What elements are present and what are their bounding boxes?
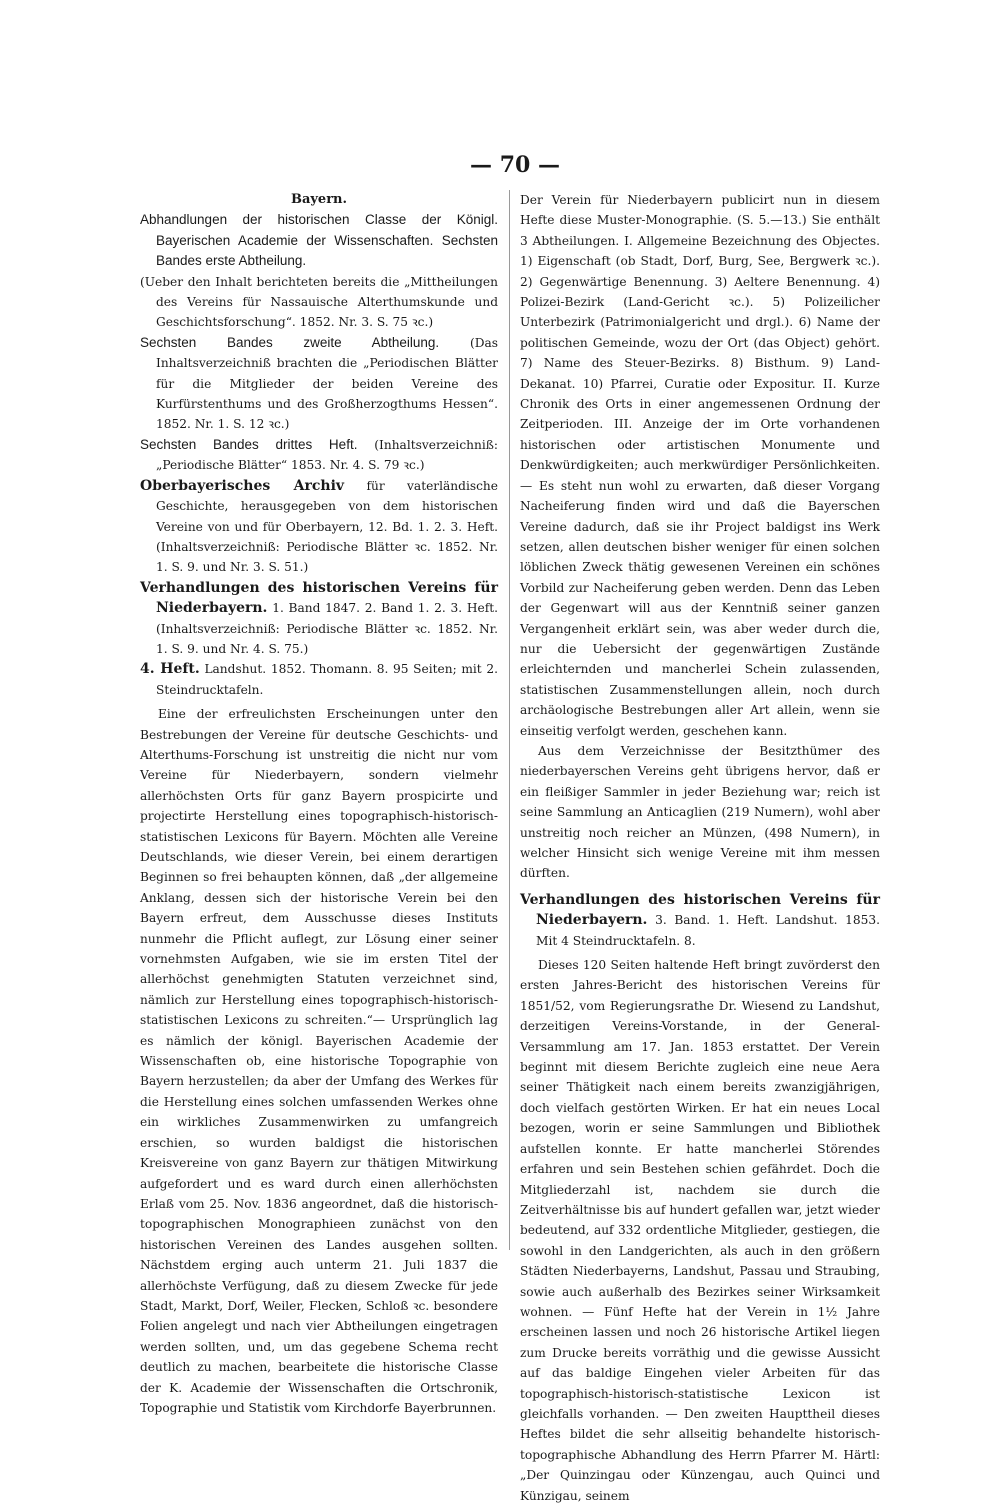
entry-sechsten-zweite-note: (Das Inhaltsverzeichniß brachten die „Periodischen Blätter für die Mitglieder der beiden Vereine des Kurfürstenthums und des Großherzogthums Hessen“. 1852. Nr. 1. S. 12 ꝛc.) bbox=[156, 335, 498, 432]
entry-abhandlungen: Abhandlungen der historischen Classe der Königl. Bayerischen Academie der Wissenschaften. Sechsten Bandes erste Abtheilung. bbox=[140, 212, 498, 269]
right-paragraph-2: Aus dem Verzeichnisse der Besitzthümer des niederbayerschen Vereins geht übrigens hervor, daß er ein fleißiger Sammler in jeder Beziehung war; reich ist seine Sammlung an Anticaglien (219 Numern), wohl aber unstreitig noch reicher an Münzen, (498 Numern), in welcher Hinsicht sich wenige Vereine mit ihm messen dürften. bbox=[520, 743, 880, 881]
column-divider bbox=[509, 190, 510, 1250]
left-column bbox=[140, 190, 498, 1418]
right-entry-text: 3. Band. 1. Heft. Landshut. 1853. Mit 4 Steindrucktafeln. 8. bbox=[536, 913, 881, 948]
right-paragraph-1: Der Verein für Niederbayern publicirt nun in diesem Hefte diese Muster-Monographie. (S. 5.—13.) Sie enthält 3 Abtheilungen. I. Allgemeine Bezeichnung des Objectes. 1) Eigenschaft (ob Stadt, Dorf, Burg, See, Bergwerk ꝛc.). 2) Gegenwärtige Benennung. 3) Aeltere Benennung. 4) Polizei-Bezirk (Land-Gericht ꝛc.). 5) Polizeilicher Unterbezirk (Patrimonialgericht und drgl.). 6) Name der politischen Gemeinde, wozu der Ort (das Object) gehört. 7) Name des Steuer-Bezirks. 8) Bisthum. 9) Land-Dekanat. 10) Pfarrei, Curatie oder Expositur. II. Kurze Chronik des Orts in einer angemessenen Ordnung der Zeitperioden. III. Anzeige der im Orte vorhandenen historischen oder artistischen Monumente und Denkwürdigkeiten; auch merkwürdiger Persönlichkeiten. — Es steht nun wohl zu erwarten, daß dieser Vorgang Nacheiferung finden wird und daß die Bayerschen Vereine dadurch, daß sie ihr Project baldigst ins Werk setzen, allen deutschen bisher weniger für einen solchen löblichen Zweck thätig gewesenen Vereinen ein schönes Vorbild zur Nacheiferung geben werden. Denn das Leben der Gegenwart will aus der Kenntniß seiner ganzen Vergangenheit erklärt sein, was aber weder durch die, nur die Uebersicht der gegenwärtigen Zustände erleichternden und mancherlei Schein zulassenden, statistischen Zusammenstellungen allein, noch durch archäologische Bestrebungen aller Art allein, wenn sie einseitig verfolgt werden, geschehen kann. bbox=[520, 193, 880, 738]
left-body-paragraph: Eine der erfreulichsten Erscheinungen unter den Bestrebungen der Vereine für deutsche Geschichts- und Alterthums-Forschung ist unstreitig die nicht nur vom Vereine für Niederbayern, sondern vielmehr allerhöchsten Orts für ganz Bayern prospicirte und projectirte Herstellung eines topographisch-historisch-statistischen Lexicons für Bayern. Möchten alle Vereine Deutschlands, wie dieser Verein, bei einem derartigen Beginnen so frei behaupten können, daß „der allgemeine Anklang, dessen sich der historische Verein bei den Bayern erfreut, dem Ausschusse dieses Instituts nunmehr die Pflicht auflegt, zur Lösung einer seiner vornehmsten Aufgaben, wie sie im ersten Titel der allerhöchst genehmigten Statuten verzeichnet sind, nämlich zur Herstellung eines topographisch-historisch-statistischen Lexicons zu schreiten.“— Ursprünglich lag es nämlich der königl. Bayerischen Academie der Wissenschaften ob, eine historische Topographie von Bayern herzustellen; da aber der Umfang des Werkes für die Herstellung eines solchen umfassenden Werkes ohne ein wirkliches Zusammenwirken zu umfangreich erschien, so wurden baldigst die historischen Kreisvereine von ganz Bayern zur thätigen Mitwirkung aufgefordert und es ward durch einen allerhöchsten Erlaß vom 25. Nov. 1836 angeordnet, daß die historisch-topographischen Monographieen zunächst von den historischen Vereinen des Landes ausgehen sollten. Nächstdem erging auch unterm 21. Juli 1837 die allerhöchste Verfügung, daß zu diesem Zwecke für jede Stadt, Markt, Dorf, Weiler, Flecken, Schloß ꝛc. besondere Folien angelegt und nach vier Abtheilungen eingetragen werden sollten, und, um das gegebene Schema recht deutlich zu machen, bearbeitete die historische Classe der K. Academie der Wissenschaften die Ortschronik, Topographie und Statistik vom Kirchdorfe Bayerbrunnen. bbox=[140, 707, 498, 1415]
entry-oberbayerisches-text: für vaterländische Geschichte, herausgegeben von dem historischen Vereine von und für Oberbayern, 12. Bd. 1. 2. 3. Heft. (Inhaltsverzeichniß: Periodische Blätter ꝛc. 1852. Nr. 1. S. 9. und Nr. 3. S. 51.) bbox=[156, 478, 498, 575]
entry-sechsten-zweite: Sechsten Bandes zweite Abtheilung. bbox=[140, 334, 440, 350]
right-entry-title: Verhandlungen des historischen Vereins für Niederbayern. bbox=[520, 891, 880, 929]
entry-verhandlungen-title: Verhandlungen des historischen Vereins für Niederbayern. bbox=[140, 579, 498, 617]
entry-abhandlungen-note: (Ueber den Inhalt berichteten bereits die „Mittheilungen des Vereins für Nassauische Alterthumskunde und Geschichtsforschung“. 1852. Nr. 3. S. 75 ꝛc.) bbox=[140, 274, 498, 330]
right-paragraph-3: Dieses 120 Seiten haltende Heft bringt zuvörderst den ersten Jahres-Bericht des historischen Vereins für 1851/52, vom Regierungsrathe Dr. Wiesend zu Landshut, derzeitigen Vereins-Vorstande, in der General-Versammlung am 17. Jan. 1853 erstattet. Der Verein beginnt mit diesem Berichte zugleich eine neue Aera seiner Thätigkeit nach einem bereits zwanzigjährigen, doch vielfach gestörten Wirken. Er hat ein neues Local bezogen, worin er seine Sammlungen und Bibliothek aufstellen konnte. Er hatte mancherlei Störendes erfahren und sein Bestehen schien gefährdet. Doch die Mitgliederzahl ist, nachdem sie durch die Zeitverhältnisse bis auf hundert gefallen war, jetzt wieder bedeutend, auf 332 ordentliche Mitglieder, gestiegen, die sowohl in den Landgerichten, als auch in den größern Städten Niederbayerns, Landshut, Passau und Straubing, sowie auch außerhalb des Bezirkes seiner Wirksamkeit wohnen. — Fünf Hefte hat der Verein in 1½ Jahre erscheinen lassen und noch 26 historische Artikel liegen zum Drucke bereits vorräthig und die gewisse Aussicht auf das baldige Eingehen vieler Arbeiten für das topographisch-historisch-statistische Lexicon ist gleichfalls vorhanden. — Den zweiten Haupttheil dieses Heftes bildet die sehr allseitig behandelte historisch-topographische Abhandlung des Herrn Pfarrer M. Härtl: „Der Quinzingau oder Künzengau, auch Quinci und Künzigau, seinem bbox=[520, 958, 880, 1503]
entry-heft-title: 4. Heft. bbox=[140, 661, 200, 678]
right-column bbox=[520, 190, 880, 1506]
region-heading: Bayern. bbox=[290, 192, 348, 207]
entry-sechsten-drittes-note: (Inhaltsverzeichniß: „Periodische Blätter“ 1853. Nr. 4. S. 79 ꝛc.) bbox=[156, 437, 498, 473]
entry-sechsten-drittes: Sechsten Bandes drittes Heft. bbox=[140, 436, 358, 452]
entry-oberbayerisches-title: Oberbayerisches Archiv bbox=[140, 477, 345, 494]
page-number: — 70 — bbox=[470, 152, 560, 178]
entry-verhandlungen-text: 1. Band 1847. 2. Band 1. 2. 3. Heft. (Inhaltsverzeichniß: Periodische Blätter ꝛc. 1852. Nr. 1. S. 9. und Nr. 4. S. 75.) bbox=[156, 601, 498, 656]
entry-heft-text: Landshut. 1852. Thomann. 8. 95 Seiten; mit 2. Steindrucktafeln. bbox=[156, 662, 498, 697]
